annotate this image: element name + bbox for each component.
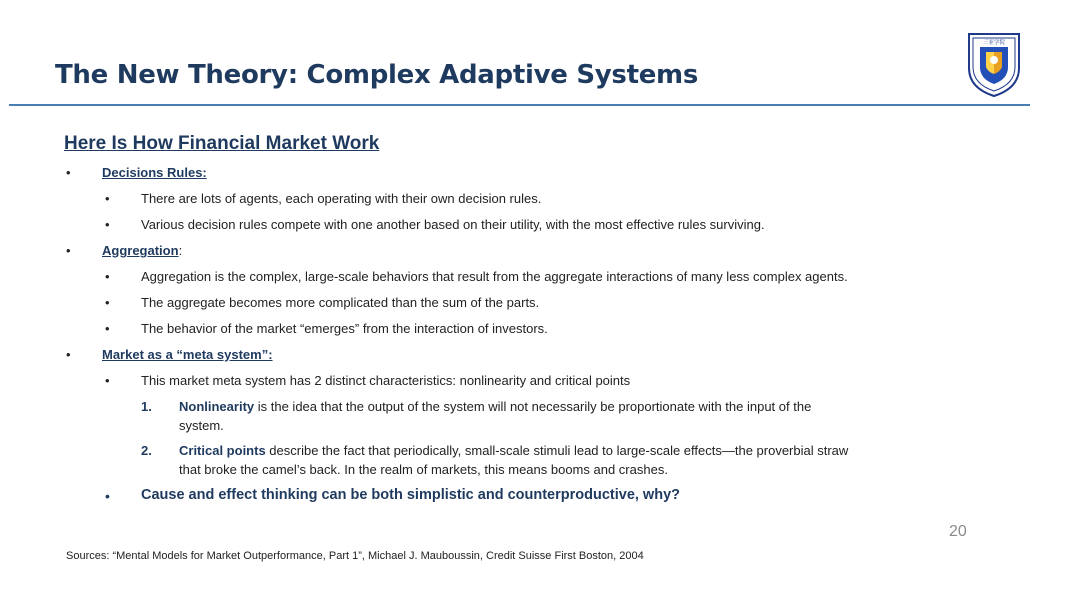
section-label-decision-rules: Decisions Rules: bbox=[102, 165, 207, 180]
list-item: Various decision rules compete with one another based on their utility, with the most effective rules surviving. bbox=[141, 217, 765, 232]
bullet-marker: • bbox=[105, 269, 110, 284]
key-question: Cause and effect thinking can be both simplistic and counterproductive, why? bbox=[141, 487, 680, 503]
bullet-marker: • bbox=[66, 347, 71, 362]
term-description: is the idea that the output of the system will not necessarily be proportionate with the input of the bbox=[257, 399, 812, 414]
bullet-marker: • bbox=[105, 217, 110, 232]
numbered-marker: 1. bbox=[141, 399, 152, 414]
term-critical-points: Critical points bbox=[179, 443, 266, 458]
numbered-item-continuation: system. bbox=[179, 418, 224, 433]
bullet-marker: • bbox=[105, 321, 110, 336]
bullet-marker: • bbox=[105, 295, 110, 310]
term-description: describe the fact that periodically, small-scale stimuli lead to large-scale effects—the proverbial straw bbox=[265, 443, 849, 458]
section-heading: Here Is How Financial Market Work bbox=[64, 133, 380, 154]
numbered-marker: 2. bbox=[141, 443, 152, 458]
numbered-item-continuation: that broke the camel’s back. In the realm of markets, this means booms and crashes. bbox=[179, 462, 668, 477]
label-suffix: : bbox=[178, 243, 183, 258]
slide-title: The New Theory: Complex Adaptive Systems bbox=[55, 60, 699, 90]
university-logo bbox=[965, 30, 1023, 98]
term-nonlinearity: Nonlinearity bbox=[179, 399, 258, 414]
list-item: There are lots of agents, each operating with their own decision rules. bbox=[141, 191, 542, 206]
page-number: 20 bbox=[949, 523, 967, 540]
bullet-marker: • bbox=[105, 488, 110, 504]
list-item: Aggregation is the complex, large-scale behaviors that result from the aggregate interactions of many less complex agents. bbox=[141, 269, 848, 284]
section-label-text: Aggregation bbox=[102, 243, 179, 258]
list-item: The aggregate becomes more complicated than the sum of the parts. bbox=[141, 295, 540, 310]
bullet-marker: • bbox=[66, 243, 71, 258]
title-underline bbox=[9, 104, 1030, 106]
section-label-meta-system: Market as a “meta system”: bbox=[102, 347, 273, 362]
sources-citation: Sources: “Mental Models for Market Outperformance, Part 1”, Michael J. Mauboussin, Credit Suisse First Boston, 2004 bbox=[66, 550, 644, 562]
bullet-marker: • bbox=[66, 165, 71, 180]
section-label-aggregation bbox=[102, 243, 182, 258]
bullet-marker: • bbox=[105, 373, 110, 388]
bullet-marker: • bbox=[105, 191, 110, 206]
numbered-item-critical-points bbox=[179, 443, 848, 458]
svg-text:三亚学院: 三亚学院 bbox=[982, 40, 1006, 46]
list-item: The behavior of the market “emerges” from the interaction of investors. bbox=[141, 321, 548, 336]
numbered-item-nonlinearity bbox=[179, 399, 811, 414]
list-item: This market meta system has 2 distinct characteristics: nonlinearity and critical points bbox=[141, 373, 631, 388]
